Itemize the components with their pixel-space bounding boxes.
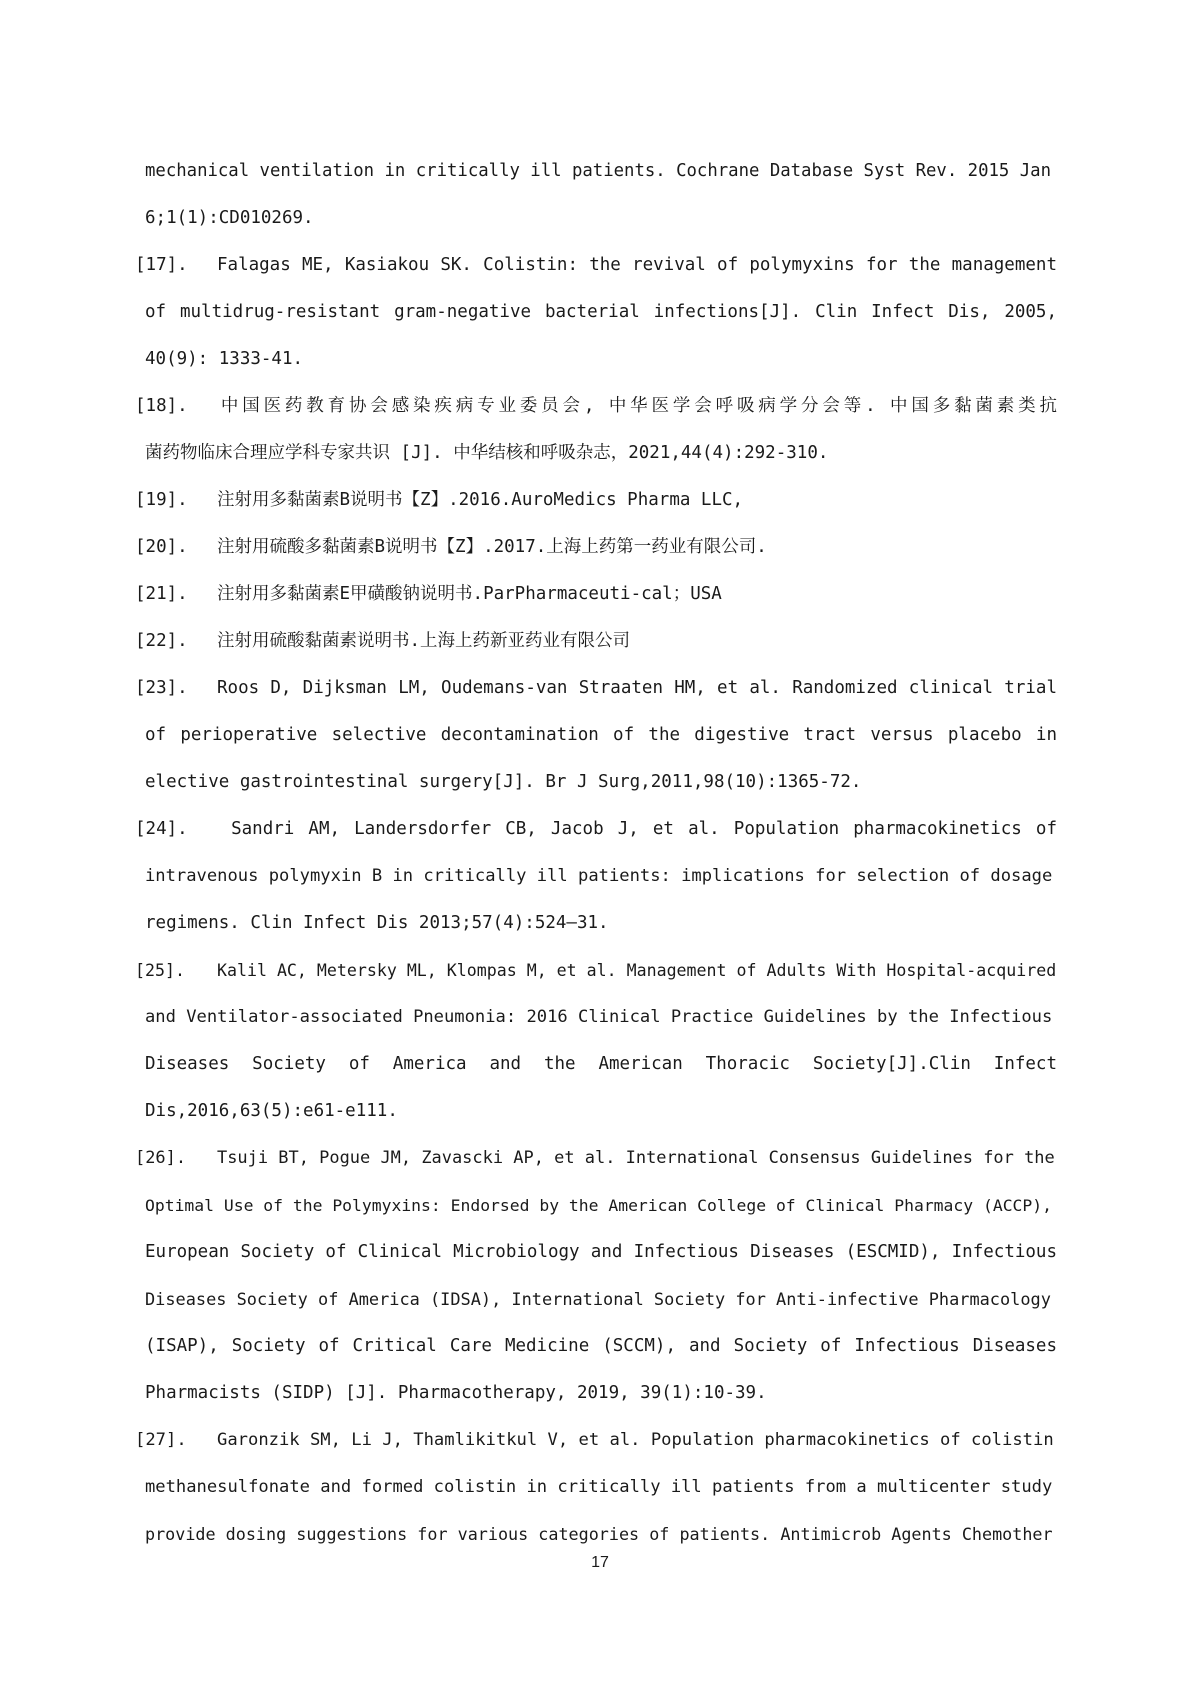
reference-line [135, 665, 1057, 712]
reference-number: [17]. [135, 255, 188, 275]
reference-text: of multidrug-resistant gram-negative bacterial infections[J]. Clin Infect Dis, 2005, [145, 302, 1057, 322]
reference-list [135, 148, 1057, 1558]
reference-line [145, 1088, 1057, 1135]
reference-line [145, 1276, 1057, 1323]
reference-text: (ISAP), Society of Critical Care Medicine (SCCM), and Society of Infectious Diseases [145, 1336, 1057, 1356]
reference-line [145, 1323, 1057, 1370]
reference-number: [23]. [135, 678, 188, 698]
reference-line [145, 430, 1057, 477]
reference-text: 中国医药教育协会感染疾病专业委员会, 中华医学会呼吸病学分会等. 中国多黏菌素类抗 [217, 396, 1057, 416]
reference-entry [135, 524, 1057, 571]
page-number: 17 [591, 1554, 609, 1571]
reference-line [135, 1417, 1057, 1464]
reference-entry [135, 947, 1057, 1135]
reference-line [145, 1182, 1057, 1229]
reference-number: [24]. [135, 819, 188, 839]
reference-text: Sandri AM, Landersdorfer CB, Jacob J, et al. Population pharmacokinetics of [217, 819, 1057, 839]
reference-text: Tsuji BT, Pogue JM, Zavascki AP, et al. International Consensus Guidelines for the [217, 1148, 1055, 1168]
reference-text: Garonzik SM, Li J, Thamlikitkul V, et al. Population pharmacokinetics of colistin [217, 1430, 1054, 1450]
reference-text: European Society of Clinical Microbiology and Infectious Diseases (ESCMID), Infectious [145, 1242, 1057, 1262]
reference-text: Dis,2016,63(5):e61-e111. [145, 1101, 398, 1121]
reference-text: Pharmacists (SIDP) [J]. Pharmacotherapy, 2019, 39(1):10-39. [145, 1383, 767, 1403]
reference-number: [19]. [135, 490, 188, 510]
reference-entry [135, 1135, 1057, 1417]
reference-line [145, 1370, 1057, 1417]
reference-text: Diseases Society of America and the American Thoracic Society[J].Clin Infect [145, 1054, 1057, 1074]
reference-line [145, 1464, 1057, 1511]
reference-line [135, 806, 1057, 853]
reference-line [145, 336, 1057, 383]
reference-entry [135, 242, 1057, 383]
reference-number: [25]. [135, 961, 185, 980]
reference-entry [135, 477, 1057, 524]
reference-number: [26]. [135, 1148, 187, 1168]
reference-text: regimens. Clin Infect Dis 2013;57(4):524–31. [145, 913, 609, 933]
reference-text: of perioperative selective decontamination of the digestive tract versus placebo in [145, 725, 1057, 745]
reference-line [145, 1041, 1057, 1088]
reference-text: Falagas ME, Kasiakou SK. Colistin: the revival of polymyxins for the management [217, 255, 1057, 275]
reference-line [145, 900, 1057, 947]
reference-text: 注射用硫酸黏菌素说明书.上海上药新亚药业有限公司 [217, 631, 631, 651]
reference-line [145, 759, 1057, 806]
reference-text: mechanical ventilation in critically ill patients. Cochrane Database Syst Rev. 2015 Jan [145, 161, 1051, 181]
reference-line [145, 1511, 1057, 1558]
reference-line [135, 618, 1057, 665]
reference-number: [21]. [135, 584, 188, 604]
reference-number: [27]. [135, 1430, 187, 1450]
reference-entry [135, 1417, 1057, 1558]
reference-text: and Ventilator-associated Pneumonia: 2016 Clinical Practice Guidelines by the Infectious [145, 1007, 1053, 1027]
reference-line [135, 383, 1057, 430]
reference-text: Diseases Society of America (IDSA), International Society for Anti-infective Pharmacology [145, 1289, 1051, 1309]
reference-entry [135, 571, 1057, 618]
reference-line [145, 853, 1057, 900]
reference-text: Optimal Use of the Polymyxins: Endorsed by the American College of Clinical Pharmacy (ACCP), [145, 1196, 1052, 1215]
reference-text: 菌药物临床合理应学科专家共识 [J]. 中华结核和呼吸杂志，2021,44(4):292-310. [145, 443, 829, 463]
reference-text: 40(9): 1333-41. [145, 349, 304, 369]
reference-text: 注射用多黏菌素B说明书【Z】.2016.AuroMedics Pharma LLC, [217, 490, 744, 510]
reference-entry [135, 383, 1057, 477]
reference-text: methanesulfonate and formed colistin in critically ill patients from a multicenter study [145, 1477, 1053, 1497]
reference-line [145, 994, 1057, 1041]
reference-line [135, 242, 1057, 289]
reference-line [135, 571, 1057, 618]
reference-entry [145, 148, 1057, 242]
reference-text: 6;1(1):CD010269. [145, 208, 314, 228]
reference-line [135, 1135, 1057, 1182]
reference-text: elective gastrointestinal surgery[J]. Br J Surg,2011,98(10):1365-72. [145, 772, 862, 792]
reference-text: intravenous polymyxin B in critically ill patients: implications for selection of dosage [145, 866, 1053, 886]
reference-text: provide dosing suggestions for various categories of patients. Antimicrob Agents Chemother [145, 1524, 1053, 1544]
reference-line [145, 195, 1057, 242]
reference-line [145, 289, 1057, 336]
reference-number: [18]. [135, 396, 188, 416]
reference-text: 注射用多黏菌素E甲磺酸钠说明书.ParPharmaceuti-cal；USA [217, 584, 722, 604]
reference-line [135, 947, 1057, 994]
reference-line [145, 712, 1057, 759]
reference-text: Roos D, Dijksman LM, Oudemans-van Straaten HM, et al. Randomized clinical trial [217, 678, 1057, 698]
reference-number: [20]. [135, 537, 188, 557]
reference-line [145, 148, 1057, 195]
reference-entry [135, 806, 1057, 947]
reference-line [135, 524, 1057, 571]
reference-text: 注射用硫酸多黏菌素B说明书【Z】.2017.上海上药第一药业有限公司. [217, 537, 767, 557]
reference-text: Kalil AC, Metersky ML, Klompas M, et al. Management of Adults With Hospital-acquired [217, 961, 1057, 980]
reference-number: [22]. [135, 631, 188, 651]
reference-line [145, 1229, 1057, 1276]
reference-entry [135, 665, 1057, 806]
reference-entry [135, 618, 1057, 665]
reference-line [135, 477, 1057, 524]
